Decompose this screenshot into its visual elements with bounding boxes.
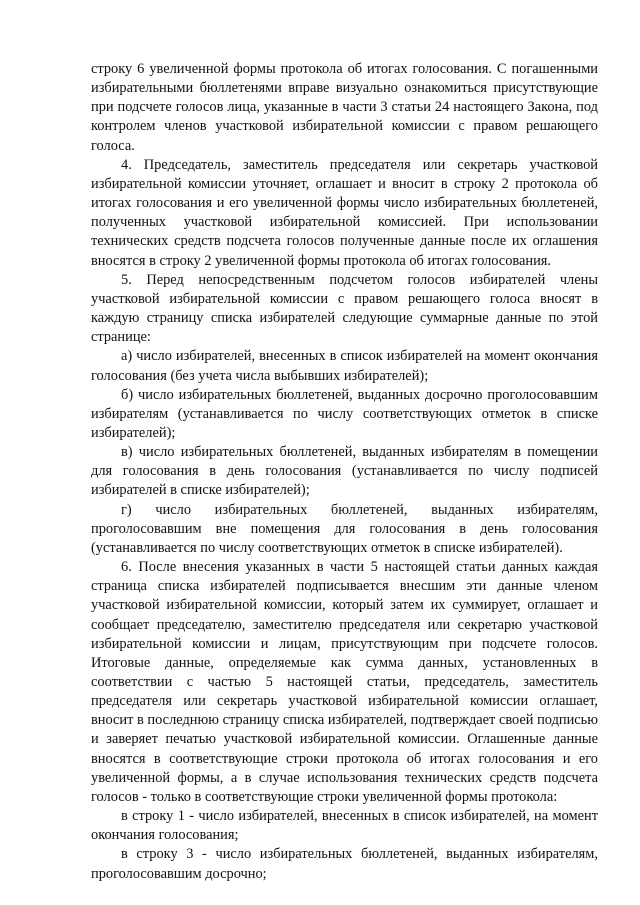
paragraph-item-g: г) число избирательных бюллетеней, выданных избирателям, проголосовавшим вне помещения для голосования в день голосования (устанавливается по числу соответствующих отметок в списке избирателей). xyxy=(91,501,598,556)
document-page xyxy=(91,60,598,884)
paragraph-part-6: 6. После внесения указанных в части 5 настоящей статьи данных каждая страница списка избирателей подписывается внесшим эти данные членом участковой избирательной комиссии, который затем их суммирует, оглашает и сообщает председателю, заместителю председателя или секретарю участковой избирательной комиссии и лицам, присутствующим при подсчете голосов. Итоговые данные, определяемые как сумма данных, установленных в соответствии с частью 5 настоящей статьи, председатель, заместитель председателя или секретарь участковой избирательной комиссии оглашает, вносит в последнюю страницу списка избирателей, подтверждает своей подписью и заверяет печатью участковой избирательной комиссии. Оглашенные данные вносятся в соответствующие строки протокола об итогах голосования и его увеличенной формы, а в случае использования технических средств подсчета голосов - только в соответствующие строки увеличенной формы протокола: xyxy=(91,559,598,805)
paragraph-line-3: в строку 3 - число избирательных бюллетеней, выданных избирателям, проголосовавшим досрочно; xyxy=(91,846,598,882)
paragraph-item-v: в) число избирательных бюллетеней, выданных избирателям в помещении для голосования в день голосования (устанавливается по числу подписей избирателей в списке избирателей); xyxy=(91,444,598,499)
paragraph-item-a: а) число избирателей, внесенных в список избирателей на момент окончания голосования (без учета числа выбывших избирателей); xyxy=(91,348,598,384)
paragraph-part-4: 4. Председатель, заместитель председателя или секретарь участковой избирательной комиссии уточняет, оглашает и вносит в строку 2 протокола об итогах голосования и его увеличенной формы число избирательных бюллетеней, полученных участковой избирательной комиссией. При использовании технических средств подсчета голосов полученные данные после их оглашения вносятся в строку 2 увеличенной формы протокола об итогах голосования. xyxy=(91,156,598,269)
paragraph-item-b: б) число избирательных бюллетеней, выданных досрочно проголосовавшим избирателям (устанавливается по числу соответствующих отметок в списке избирателей); xyxy=(91,386,598,441)
paragraph-line-1: в строку 1 - число избирателей, внесенных в список избирателей, на момент окончания голосования; xyxy=(91,808,598,844)
paragraph-part-5: 5. Перед непосредственным подсчетом голосов избирателей члены участковой избирательной комиссии с правом решающего голоса вносят в каждую страницу списка избирателей следующие суммарные данные по этой странице: xyxy=(91,271,598,346)
paragraph-intro-continuation: строку 6 увеличенной формы протокола об итогах голосования. С погашенными избирательными бюллетенями вправе визуально ознакомиться присутствующие при подсчете голосов лица, указанные в части 3 статьи 24 настоящего Закона, под контролем членов участковой избирательной комиссии с правом решающего голоса. xyxy=(91,61,598,154)
